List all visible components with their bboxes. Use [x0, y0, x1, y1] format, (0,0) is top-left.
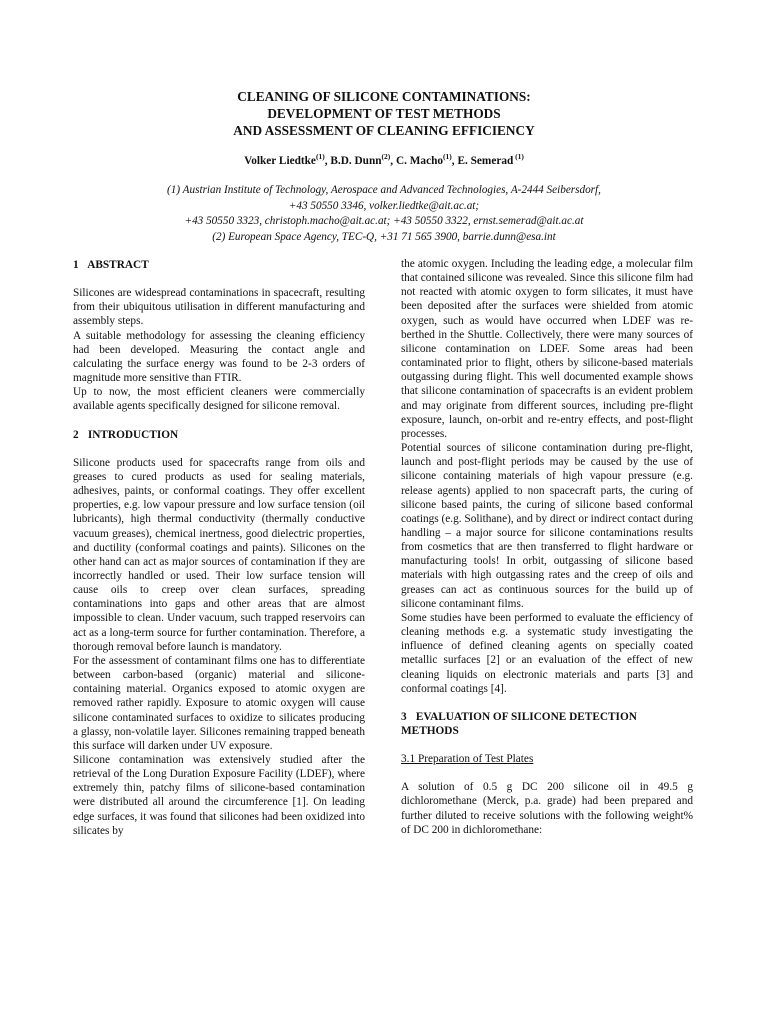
right-column — [401, 257, 693, 837]
affiliations — [0, 183, 768, 245]
section-heading-abstract — [73, 258, 365, 272]
author-affil-mark: (1) — [443, 152, 452, 161]
section-title: ABSTRACT — [87, 259, 149, 271]
author-affil-mark: (1) — [513, 152, 524, 161]
author-name: E. Semerad — [457, 155, 514, 167]
intro-paragraph: Silicone contamination was extensively studied after the retrieval of the Long Duration Exposure Facility (LDEF), where extremely thin, patchy films of silicone-based contamination were distributed all around the circumference [1]. On leading edge surfaces, it was found that silicones had been oxidized into silicates by — [73, 754, 365, 837]
section-number: 3 — [401, 710, 407, 723]
affiliation-line: +43 50550 3323, christoph.macho@ait.ac.at; +43 50550 3322, ernst.semerad@ait.ac.at — [184, 215, 584, 227]
subsection-paragraph: A solution of 0.5 g DC 200 silicone oil in 49.5 g dichloromethane (Merck, p.a. grade) had been prepared and further diluted to receive solutions with the following weight% of DC 200 in dichloromethane: — [401, 781, 693, 836]
author-name: B.D. Dunn — [330, 155, 382, 167]
section-number: 1 — [73, 259, 79, 271]
title-line-3: AND ASSESSMENT OF CLEANING EFFICIENCY — [233, 123, 535, 138]
author-list — [0, 152, 768, 167]
affiliation-line: (2) European Space Agency, TEC-Q, +31 71 565 3900, barrie.dunn@esa.int — [212, 230, 556, 243]
abstract-paragraph: Up to now, the most efficient cleaners were commercially available agents specifically designed for silicone removal. — [73, 386, 365, 413]
paper-title — [0, 88, 768, 139]
affiliation-line: (1) Austrian Institute of Technology, Aerospace and Advanced Technologies, A-2444 Seibersdorf, — [167, 184, 601, 196]
section-title-continued: METHODS — [401, 725, 459, 737]
section-title: INTRODUCTION — [87, 428, 179, 441]
abstract-paragraph: A suitable methodology for assessing the cleaning efficiency had been developed. Measuring the contact angle and calculating the surface energy was found to be 2-3 orders of magnitude more sensitive than FTIR. — [73, 329, 365, 385]
intro-paragraph: the atomic oxygen. Including the leading edge, a molecular film that contained silicone was revealed. Since this silicone film had not reacted with atomic oxygen to form silicates, it must have been deposited after the surfaces were shielded from atomic oxygen, such as would have occurred when LDEF was re-berthed in the Shuttle. Collectively, there were many sources of silicone contamination on LDEF. Some areas had been contaminated prior to flight, others by silicone-based materials outgassing during flight. This well documented example shows that silicone contamination of spacecrafts is an evident problem and may originate from different sources, including pre-flight exposure, launch, on-orbit and re-entry effects, and post-flight processes. — [401, 258, 693, 440]
intro-paragraph: For the assessment of contaminant films one has to differentiate between carbon-based (organic) material and silicone-containing material. Organics exposed to atomic oxygen are removed rather rapidly. Exposure to atomic oxygen will cause silicone contaminated surfaces to oxidize to silicates producing a glassy, non-volatile layer. Silicones remaining trapped beneath this surface will darken under UV exposure. — [73, 654, 365, 752]
affiliation-line: +43 50550 3346, volker.liedtke@ait.ac.at; — [288, 199, 480, 212]
intro-paragraph: Silicone products used for spacecrafts range from oils and greases to cured products as used for sealing materials, adhesives, paints, or conformal coatings. They offer excellent properties, e.g. low vapour pressure and low surface tension (oil lubricants), high thermal conductivity (thermally conductive vacuum greases), chemical inertness, good dielectric properties, and ductility (conformal coatings and paints). Silicones on the other hand can act as major sources of contamination if they are incorrectly handled or used. Their low surface tension will cause oils to creep over clean surfaces, spreading contaminations into gaps and other areas that are almost impossible to clean. Under vacuum, such trapped reservoirs can act as a long-term source for further contamination. Therefore, a thorough removal before launch is mandatory. — [73, 456, 365, 653]
title-line-1: CLEANING OF SILICONE CONTAMINATIONS: — [237, 89, 531, 104]
section-title: EVALUATION OF SILICONE DETECTION — [415, 710, 637, 723]
abstract-paragraph: Silicones are widespread contaminations in spacecraft, resulting from their ubiquitous utilisation in different manufacturing and assembly steps. — [73, 287, 365, 328]
author-name: Volker Liedtke — [244, 155, 316, 167]
section-heading-evaluation — [401, 710, 693, 738]
intro-paragraph: Some studies have been performed to evaluate the efficiency of cleaning methods e.g. a systematic study investigating the influence of defined cleaning agents on specially coated metallic surfaces [2] or an evaluation of the effect of new cleaning liquids on electronic materials and parts [3] and conformal coatings [4]. — [401, 611, 693, 695]
title-line-2: DEVELOPMENT OF TEST METHODS — [267, 106, 501, 121]
section-heading-introduction — [73, 428, 365, 442]
intro-paragraph: Potential sources of silicone contamination during pre-flight, launch and post-flight periods may be caused by the use of silicone containing materials of high vapour pressure (e.g. release agents) applied to non spacecraft parts, the curing of silicone based paints, the curing of silicone based conformal coatings (e.g. Solithane), and by direct or indirect contact during handling – a major source for silicone contaminations results from cosmetics that are then transferred to flight hardware or manufacturing tools! In orbit, outgassing of silicone based materials with high outgassing rates and the creep of oils and greases can act as continuous sources for the build up of silicone contaminant films. — [401, 442, 693, 610]
author-separator: , — [390, 155, 396, 167]
author-name: C. Macho — [395, 155, 444, 167]
left-column — [73, 258, 365, 838]
author-affil-mark: (2) — [381, 152, 391, 161]
section-number: 2 — [73, 428, 79, 441]
author-separator: , — [324, 155, 331, 167]
subsection-heading-preparation: 3.1 Preparation of Test Plates — [401, 753, 534, 766]
author-affil-mark: (1) — [315, 152, 325, 161]
author-separator: , — [451, 155, 458, 167]
